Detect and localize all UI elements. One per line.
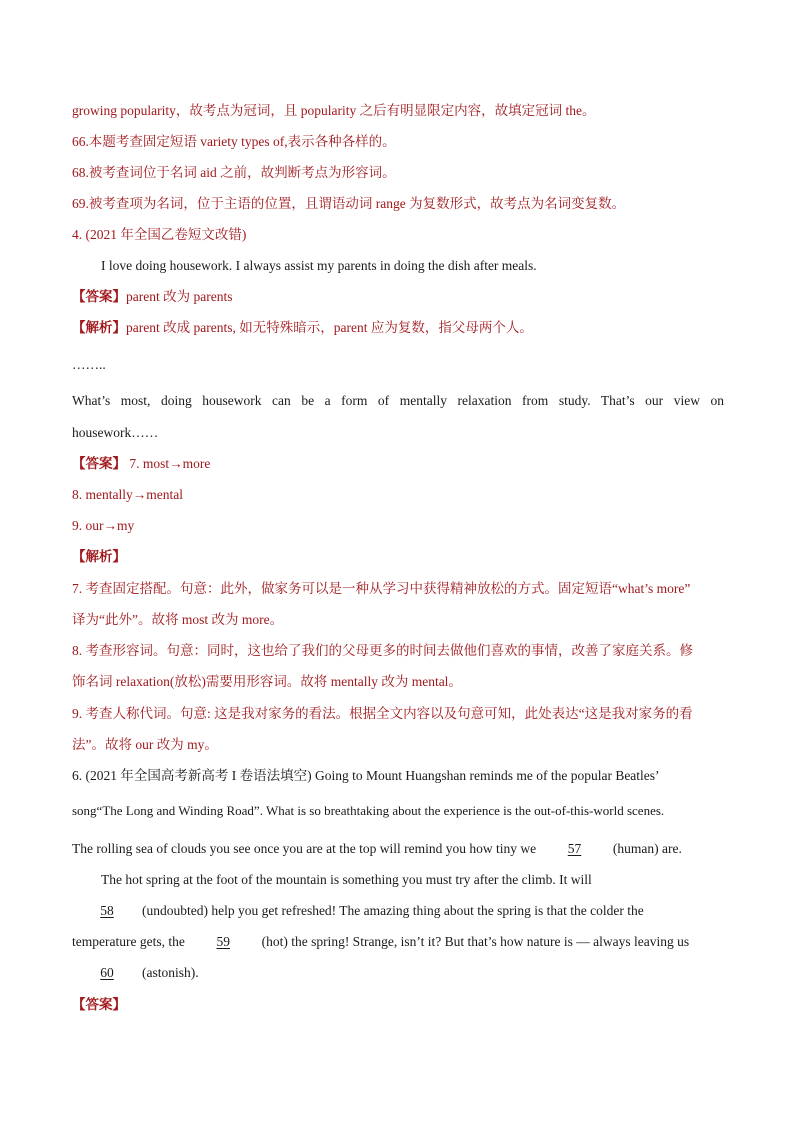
ellipsis: …….. [72, 357, 106, 372]
passage-line-59 [72, 933, 724, 951]
passage-text: (undoubted) help you get refreshed! The amazing thing about the spring is that the colder the [142, 903, 644, 918]
blank-59: 59 [216, 934, 230, 949]
passage-line-60 [72, 964, 724, 982]
blank-57: 57 [567, 841, 582, 856]
passage-text: (human) are. [609, 841, 682, 856]
blank-60: 60 [100, 965, 114, 980]
analysis-item-7: 7. 考查固定搭配。句意：此外，做家务可以是一种从学习中获得精神放松的方式。固定短语“what’s more” [72, 581, 691, 596]
explanation-line-68: 68.被考查词位于名词 aid 之前，故判断考点为形容词。 [72, 165, 396, 180]
answer-item-7: 7. most→more [126, 456, 211, 471]
answer-tag: 【答案】 [72, 456, 126, 471]
blank-58: 58 [100, 903, 114, 918]
answer-tag: 【答案】 [72, 997, 126, 1012]
analysis-item-8-cont: 饰名词 relaxation(放松)需要用形容词。故将 mentally 改为 mental。 [72, 674, 462, 689]
passage-line-cont: housework…… [72, 425, 159, 440]
passage-text: (hot) the spring! Strange, isn’t it? But that’s how nature is — always leaving us [258, 934, 690, 949]
passage-line: song“The Long and Winding Road”. What is so breathtaking about the experience is the out-of-this-world scenes. [72, 803, 665, 818]
analysis-item-9-cont: 法”。故将 our 改为 my。 [72, 737, 218, 752]
analysis-tag: 【解析】 [72, 549, 126, 564]
explanation-line-66: 66.本题考查固定短语 variety types of,表示各种各样的。 [72, 134, 396, 149]
answer-text: parent 改为 parents [126, 289, 233, 304]
answer-item-9: 9. our→my [72, 518, 135, 533]
answer-row-7 [72, 455, 724, 473]
passage-sentence: I love doing housework. I always assist my parents in doing the dish after meals. [101, 258, 537, 273]
explanation-line-69: 69.被考查项为名词，位于主语的位置，且谓语动词 range 为复数形式，故考点为名词变复数。 [72, 196, 626, 211]
passage-line-57 [72, 840, 724, 858]
passage-text: (astonish). [142, 965, 199, 980]
passage-line: The hot spring at the foot of the mountain is something you must try after the climb. It will [101, 872, 592, 887]
analysis-tag: 【解析】 [72, 320, 126, 335]
analysis-row-4 [72, 319, 724, 337]
analysis-text: parent 改成 parents, 如无特殊暗示，parent 应为复数，指父母两个人。 [126, 320, 533, 335]
passage-line: What’s most, doing housework can be a form of mentally relaxation from study. That’s our view on [72, 393, 724, 408]
answer-item-8: 8. mentally→mental [72, 487, 183, 502]
explanation-line: growing popularity，故考点为冠词，且 popularity 之后有明显限定内容，故填定冠词 the。 [72, 103, 596, 118]
passage-text: The rolling sea of clouds you see once you are at the top will remind you how tiny we [72, 841, 540, 856]
answer-tag: 【答案】 [72, 289, 126, 304]
passage-text: temperature gets, the [72, 934, 189, 949]
question-heading-4: 4. (2021 年全国乙卷短文改错) [72, 227, 247, 242]
passage-line-58 [72, 902, 724, 920]
question-heading-6: 6. (2021 年全国高考新高考 I 卷语法填空) Going to Mount Huangshan reminds me of the popular Beatles’ [72, 768, 660, 783]
answer-row-4 [72, 288, 724, 306]
analysis-item-9: 9. 考查人称代词。句意: 这是我对家务的看法。根据全文内容以及句意可知，此处表达“这是我对家务的看 [72, 706, 693, 721]
analysis-item-7-cont: 译为“此外”。故将 most 改为 more。 [72, 612, 284, 627]
analysis-item-8: 8. 考查形容词。句意：同时，这也给了我们的父母更多的时间去做他们喜欢的事情，改善了家庭关系。修 [72, 643, 693, 658]
